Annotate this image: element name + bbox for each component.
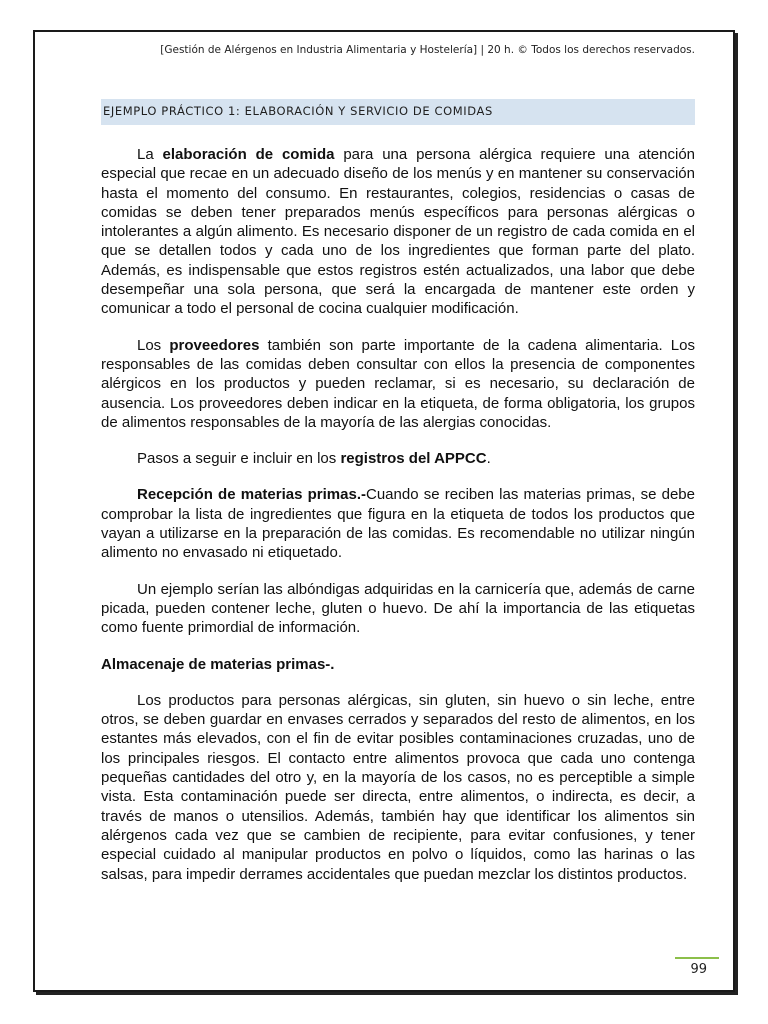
section-title: EJEMPLO PRÁCTICO 1: ELABORACIÓN Y SERVICIO DE COMIDAS [103, 104, 493, 118]
paragraph-text: Los productos para personas alérgicas, sin gluten, sin huevo o sin leche, entre otros, se deben guardar en envases cerrados y separados del resto de alimentos, en los estantes más elevados, con el fin de evitar posibles contaminaciones cruzadas, uno de los principales riesgos. El contacto entre alimentos provoca que cada uno contenga pequeñas cantidades del otro y, en la mayoría de los casos, no es perceptible a simple vista. Esta contaminación puede ser directa, entre alimentos, o indirecta, es decir, a través de manos o utensilios. Además, también hay que identificar los alimentos sin alérgenos cada vez que se cambien de recipiente, para evitar confusiones, y tener especial cuidado al manipular productos en polvo o líquidos, como las harinas o las salsas, para impedir derrames accidentales que puedan mezclar los distintos productos. [101, 691, 695, 883]
bold-term-recepcion: Recepción de materias primas.- [137, 486, 366, 504]
bold-term-proveedores: proveedores [169, 336, 260, 354]
running-header: [Gestión de Alérgenos en Industria Alimentaria y Hostelería] | 20 h. © Todos los derechos reservados. [160, 44, 695, 56]
document-body [101, 145, 695, 901]
page-number-rule [675, 957, 719, 959]
paragraph-text: también son parte importante de la cadena alimentaria. Los responsables de las comidas deben consultar con ellos la presencia de componentes alérgicos en los productos y pueden reclamar, si es necesario, su declaración de ausencia. Los proveedores deben indicar en la etiqueta, de forma obligatoria, los grupos de alimentos responsables de la mayoría de las alergias conocidas. [101, 336, 695, 431]
paragraph-text: Un ejemplo serían las albóndigas adquiridas en la carnicería que, además de carne picada, pueden contener leche, gluten o huevo. De ahí la importancia de las etiquetas como fuente primordial de información. [101, 580, 695, 637]
paragraph-text: Cuando se reciben las materias primas, se debe comprobar la lista de ingredientes que figura en la etiqueta de todos los productos que vayan a utilizarse en la preparación de las comidas. Es recomendable no utilizar ningún alimento no envasado ni etiquetado. [101, 486, 695, 562]
paragraph-text: para una persona alérgica requiere una atención especial que recae en un adecuado diseño de los menús y en mantener su conservación hasta el momento del consumo. En restaurantes, colegios, residencias o casas de comidas se deben tener preparados menús específicos para personas alérgicas o intolerantes a algún alimento. Es necesario disponer de un registro de cada comida en el que se detallen todos y cada uno de los ingredientes que forman parte del plato. Además, es indispensable que estos registros estén actualizados, una labor que debe desempeñar una sola persona, que será la encargada de mantener este orden y comunicar a todo el personal de cocina cualquier modificación. [101, 146, 695, 318]
paragraph-almacenaje [101, 691, 695, 884]
subheading-almacenaje [101, 655, 695, 674]
document-page [33, 30, 735, 992]
paragraph-albondigas [101, 580, 695, 638]
paragraph-elaboracion [101, 145, 695, 319]
bold-term-almacenaje: Almacenaje de materias primas-. [101, 655, 335, 673]
paragraph-text: . [486, 450, 491, 468]
bold-term-elaboracion: elaboración de comida [162, 146, 335, 163]
section-heading-bar [101, 99, 695, 125]
paragraph-proveedores [101, 336, 695, 432]
paragraph-pasos-appcc [101, 449, 695, 468]
paragraph-lead: Pasos a seguir e incluir en los [137, 450, 341, 468]
paragraph-recepcion [101, 485, 695, 562]
bold-term-appcc: registros del APPCC [340, 450, 487, 468]
page-number: 99 [690, 962, 707, 977]
paragraph-lead: La [137, 146, 163, 163]
paragraph-lead: Los [137, 336, 170, 354]
